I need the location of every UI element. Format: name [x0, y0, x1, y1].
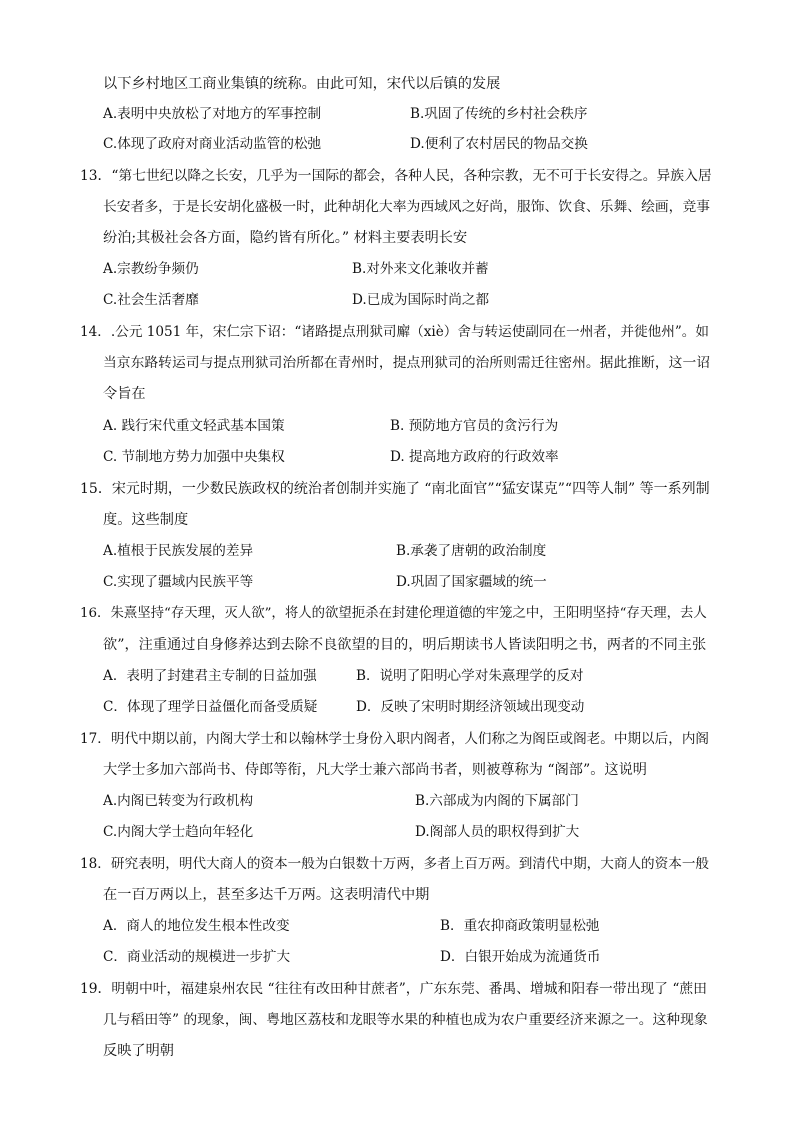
q16-number: 16．	[80, 606, 111, 621]
q18-option-c: C．商业活动的规模进一步扩大	[103, 949, 291, 965]
q16-option-b: B．说明了阳明心学对朱熹理学的反对	[356, 668, 584, 684]
q17-option-a: A.内阁已转变为行政机构	[103, 793, 254, 809]
q15-option-c: C.实现了疆域内民族平等	[103, 574, 254, 590]
q14-option-d: D. 提高地方政府的行政效率	[390, 449, 559, 465]
q18-option-d: D．白银开始成为流通货币	[440, 949, 601, 965]
q18-stem-line-2: 在一百万两以上，甚至多达千万两。这表明清代中期	[103, 887, 430, 903]
q14-option-c: C. 节制地方势力加强中央集权	[103, 449, 285, 465]
q13-option-d: D.已成为国际时尚之都	[352, 292, 490, 308]
q12-option-d: D.便利了农村居民的物品交换	[410, 136, 588, 152]
q14-stem-line-1: 14．.公元 1051 年，宋仁宗下诏：“诸路提点刑狱司廨（xiè）舍与转运使副同在一州者，并徙他州”。如	[80, 324, 709, 340]
q17-option-b: B.六部成为内阁的下属部门	[415, 793, 579, 809]
q17-option-c: C.内阁大学士趋向年轻化	[103, 824, 254, 840]
q15-option-d: D.巩固了国家疆域的统一	[396, 574, 547, 590]
q13-option-c: C.社会生活奢靡	[103, 292, 199, 308]
q13-option-a: A.宗教纷争频仍	[103, 261, 199, 277]
q14-stem-line-2: 当京东路转运司与提点刑狱司治所都在青州时，提点刑狱司的治所则需迁往密州。据此推断，这一诏	[103, 355, 711, 371]
q13-number: 13．	[80, 168, 112, 184]
q16-stem-line-1: 16．朱熹坚持“存天理，灭人欲”，将人的欲望扼杀在封建伦理道德的牢笼之中，王阳明坚持“存天理，去人	[80, 604, 707, 624]
q15-stem-line-2: 度。这些制度	[103, 512, 189, 528]
q18-number: 18．	[80, 856, 111, 872]
q19-stem-line-3: 反映了明朝	[103, 1043, 174, 1059]
q16-option-d: D．反映了宋明时期经济领域出现变动	[356, 699, 585, 715]
q17-stem-line-2: 大学士多加六部尚书、侍郎等衔，凡大学士兼六部尚书者，则被尊称为 “阁部”。这说明	[103, 762, 647, 778]
q14-stem-line-3: 令旨在	[103, 386, 146, 402]
q12-option-c: C.体现了政府对商业活动监管的松弛	[103, 136, 322, 152]
q19-stem-line-2: 几与稻田等” 的现象，闽、粤地区荔枝和龙眼等水果的种植也成为农户重要经济来源之一。这种现象	[103, 1012, 708, 1028]
q12-stem-tail: 以下乡村地区工商业集镇的统称。由此可知，宋代以后镇的发展	[103, 76, 501, 92]
q15-option-b: B.承袭了唐朝的政治制度	[396, 543, 547, 559]
q13-option-b: B.对外来文化兼收并蓄	[352, 261, 489, 277]
q14-number: 14．	[80, 324, 111, 340]
q14-option-a: A. 践行宋代重文轻武基本国策	[103, 418, 285, 434]
q15-number: 15．	[80, 481, 112, 497]
q15-option-a: A.植根于民族发展的差异	[103, 543, 254, 559]
q15-stem-line-1: 15．宋元时期，一少数民族政权的统治者创制并实施了 “南北面官”“猛安谋克”“四等人制” 等一系列制	[80, 481, 710, 497]
q18-option-b: B．重农抑商政策明显松弛	[440, 918, 600, 934]
q19-stem-line-1: 19．明朝中叶，福建泉州农民 “往往有改田种甘蔗者”，广东东莞、番禺、增城和阳春一带出现了 “蔗田	[80, 981, 707, 997]
q17-number: 17．	[80, 731, 111, 747]
q16-stem-line-2: 欲”，注重通过自身修养达到去除不良欲望的目的，明后期读书人皆读阳明之书，两者的不同主张	[103, 637, 707, 653]
q16-option-a: A．表明了封建君主专制的日益加强	[103, 668, 317, 684]
q12-option-b: B.巩固了传统的乡村社会秩序	[410, 106, 588, 122]
q14-option-b: B. 预防地方官员的贪污行为	[390, 418, 559, 434]
q17-option-d: D.阁部人员的职权得到扩大	[415, 824, 580, 840]
q13-stem-line-2: 长安者多，于是长安胡化盛极一时，此种胡化大率为西域风之好尚，服饰、饮食、乐舞、绘画，竞事	[103, 199, 711, 215]
q16-option-c: C．体现了理学日益僵化而备受质疑	[103, 699, 318, 715]
q18-stem-line-1: 18．研究表明，明代大商人的资本一般为白银数十万两，多者上百万两。到清代中期，大商人的资本一般	[80, 856, 710, 872]
q19-number: 19．	[80, 981, 112, 997]
q18-option-a: A．商人的地位发生根本性改变	[103, 918, 290, 934]
q12-option-a: A.表明中央放松了对地方的军事控制	[103, 106, 322, 122]
q17-stem-line-1: 17．明代中期以前，内阁大学士和以翰林学士身份入职内阁者，人们称之为阁臣或阁老。中期以后，内阁	[80, 731, 710, 747]
q13-stem-line-1: 13．“第七世纪以降之长安，几乎为一国际的都会，各种人民，各种宗教，无不可于长安得之。异族入居	[80, 168, 712, 184]
q13-stem-line-3: 纷泊;其极社会各方面，隐约皆有所化。” 材料主要表明长安	[103, 230, 468, 246]
